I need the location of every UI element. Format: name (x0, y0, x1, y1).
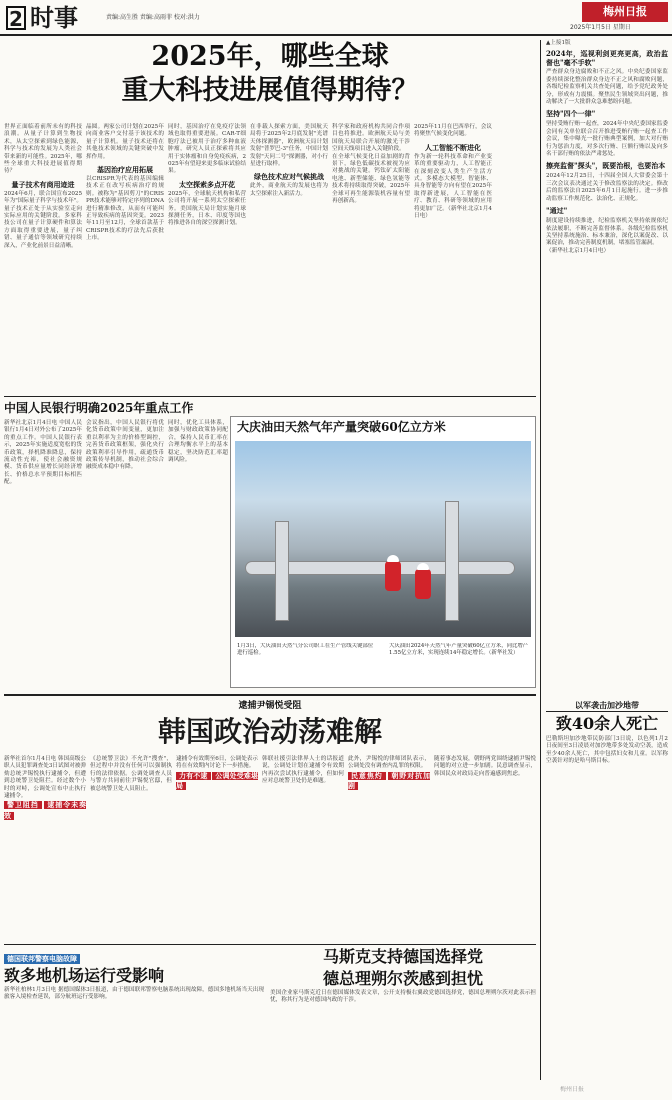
musk-title-line1: 马斯克支持德国选择党 (322, 947, 483, 966)
body-text: 2025年11月在巴西举行，会议将聚焦气候变化问题。 (414, 124, 492, 138)
gaza-article (546, 700, 668, 1080)
body-text: 韩联社援引法律界人士的话报道说，公调处计划在逮捕令有效期内再次尝试执行逮捕令，但如何应对总统警卫处仍是难题。 (262, 756, 344, 785)
pipeline-image (275, 521, 289, 621)
body-text: 科学家和政府机构共同合作项目也将推进。欧洲航天局与美国航天局联合开展的激光干涉空间天线项目进入关键阶段。 (332, 124, 410, 153)
right-subtitle-1: 2024年，巡视利剑更亮更高，政治监督也"毫不手软" (546, 49, 668, 68)
body-text: 严查群众身边腐败和不正之风。中央纪委国家监委持续深化整治群众身边不正之风和腐败问题，各级纪检监察机关共查处问题，给予党纪政务处分，形成有力震慑。聚焦民生领域突出问题，推动解决了一大批群众急难愁盼问题。 (546, 69, 668, 106)
main-article-col-2 (86, 124, 164, 394)
page-header (0, 0, 672, 36)
body-text: 美国企业家马斯克近日在德国媒体发表文章，公开支持极右翼政党德国选择党，德国总理朔尔茨对此表示担忧，称其行为是对德国内政的干涉。 (270, 990, 536, 1004)
musk-title-line2: 德总理朔尔茨感到担忧 (322, 969, 483, 988)
daqing-photo-box (230, 416, 536, 688)
body-text: 新华社首尔1月4日电 韩国高级公职人员犯罪调查处3日试图对被弹劾总统尹锡悦执行逮捕令，但遭到总统警卫处阻拦。经过数个小时的对峙，公调处宣布中止执行逮捕令。 (4, 756, 86, 800)
issue-date: 2025年1月5日 星期日 (570, 24, 631, 31)
body-text: 以CRISPR为代表的基因编辑技术正在改写疾病治疗的规则。被称为"基因剪刀"的CRISPR技术能够对特定序列的DNA进行精准修改，从而有可能纠正导致疾病的基因突变。2023年11月至12月，全球首款基于CRISPR技术的疗法先后获批上市。 (86, 176, 164, 242)
daqing-caption-right: 大庆油田2024年天然气年产量突破60亿立方米，同比增产1.55亿立方米，实现连续14年稳定增长。（新华社发） (389, 643, 529, 656)
korea-col-1 (4, 756, 86, 940)
right-subtitle-4: "通过" (546, 206, 568, 216)
main-article-col-4 (250, 124, 328, 394)
pipeline-image (445, 501, 459, 621)
section-title: 时事 (30, 4, 78, 32)
korea-col-4 (262, 756, 344, 940)
body-text: 2025年，全球航天机构和私营公司将开展一系列太空探索任务。美国航天局计划实施月球探测任务，日本、印度等国也将推进各自的深空探测计划。 (168, 190, 246, 227)
gaza-title: 致40余人死亡 (555, 714, 659, 733)
body-text: 逮捕令有效期至6日，公调处表示将在有效期内讨论下一步措施。 (176, 756, 258, 770)
page-number: 2 (6, 6, 26, 30)
body-text: 随着事态发展，朝野两党围绕逮捕尹锡悦问题的对立进一步加剧。民意调查显示，韩国民众对政局走向普遍感到焦虑。 (434, 756, 536, 777)
body-text: 在全球气候变化日益加剧的背景下，绿色低碳技术被视为应对挑战的关键。钙钛矿太阳能电池、新型储能、绿色氢能等技术将持续取得突破，2025年全球可再生能源装机容量有望再创新高。 (332, 153, 410, 205)
continued-label: ▲上接1版 (546, 40, 571, 46)
korea-col-6 (434, 756, 536, 940)
body-text: 晶圆。两家公司计划在2025年向商业客户交付基于该技术的量子计算机。量子技术还将在其他技术领域的关键突破中发挥作用。 (86, 124, 164, 160)
right-subtitle-3: 擦亮监督"探头"，既要治根，也要治本 (546, 161, 666, 171)
daqing-photo (235, 441, 531, 637)
label-inability: 力有不逮 (176, 772, 211, 780)
helmet-icon (387, 555, 399, 562)
subhead-ai: 人工智能不断进化 (425, 142, 481, 152)
korea-col-2 (90, 756, 172, 940)
subhead-quantum: 量子技术有商用迹进 (11, 179, 75, 189)
body-text: 2024年6月，联合国宣布2025年为"国际量子科学与技术年"。量子技术正处于从实验室走向实际应用的关键阶段。多家科技公司在量子计算硬件和算法方面取得重要进展，量子纠错、量子通信等领域研究持续深入，产业化前景日益清晰。 (4, 190, 82, 249)
germany-title: 致多地机场运行受影响 (4, 966, 165, 985)
body-text: 同时，优化工具体系，加强与财政政策协同配合，保持人民币汇率在合理均衡水平上的基本稳定，坚决防范汇率超调风险。 (168, 420, 228, 464)
right-column-article (546, 40, 668, 650)
body-text: 同时，基因治疗在免疫疗法领域也取得重要进展。CAR-T细胞疗法已被用于治疗多种血液肿瘤，研究人员正探索将其应用于实体瘤和自身免疫疾病，2025年有望迎来更多临床试验结果。 (168, 124, 246, 175)
musk-article (270, 946, 536, 1080)
article-sign: （新华社北京1月4日电） (546, 247, 610, 254)
main-article-col-6 (414, 124, 492, 394)
pboc-title: 中国人民银行明确2025年重点工作 (4, 401, 194, 415)
pboc-col-2 (86, 420, 164, 682)
label-warrant: 逮捕令未奏效 (4, 801, 87, 820)
germany-police-article (4, 946, 264, 1080)
label-public-anxiety: 民意焦灼 (348, 772, 386, 780)
daqing-title: 大庆油田天然气年产量突破60亿立方米 (237, 420, 446, 434)
body-text: 《总统警卫法》不允许"搜查"，但过程中并没有任何可以强制执行的法律依据。公调处调查人员与警方共同前往尹锡悦官邸，但被总统警卫处人员阻止。 (90, 756, 172, 792)
watermark: 梅州日报 (560, 1086, 585, 1093)
main-title-line1: 2025年，哪些全球 (151, 41, 389, 72)
right-subtitle-2: 坚持"四个一律" (546, 109, 596, 119)
body-text: 会议指出，中国人民银行将优化货币政策中间变量，更加注重以利率为主的价格型调控，完善货币政策框架，强化央行政策利率引导作用，疏通货币政策传导机制，推动社会综合融资成本稳中有降。 (86, 420, 164, 471)
body-text: 新华社柏林1月3日电 据德国媒体3日报道，由于德国联邦警察电脑系统出现故障，德国多地机场当天出现旅客入境检查延误，部分航班运行受影响。 (4, 987, 264, 1001)
label-guard: 警卫阻挡 (4, 801, 42, 809)
germany-kicker: 德国联邦警察电脑故障 (4, 954, 80, 964)
daqing-caption-left: 1月3日，大庆油田天然气分公司职工在生产管线关键部位进行巡检。 (237, 643, 374, 656)
korea-title: 韩国政治动荡难解 (157, 715, 382, 748)
section-rule (4, 396, 536, 397)
section-rule (4, 694, 536, 696)
body-text: 2024年12月25日，十四届全国人大常委会第十三次会议表决通过关于修改监察法的决定。修改后的监察法自2025年6月1日起施行。进一步推动监察工作规范化、法治化、正规化。 (546, 173, 668, 202)
pboc-col-3 (168, 420, 228, 682)
section-rule (4, 944, 536, 945)
body-text: 作为新一轮科技革命和产业变革的重要驱动力，人工智能正在深刻改变人类生产生活方式。多模态大模型、智能体、具身智能等方向有望在2025年取得新进展，人工智能在医疗、教育、科研等领域的应用将更加广泛。（新华社北京1月4日电） (414, 153, 492, 220)
main-article-headline (0, 40, 540, 120)
subhead-space: 太空探索多点开花 (179, 179, 235, 189)
subhead-gene: 基因治疗应用拓展 (97, 165, 153, 175)
newspaper-logo: 梅州日报 (582, 2, 668, 22)
helmet-icon (417, 563, 429, 570)
body-text: 此外，商业航天的发展也将为太空探索注入新活力。 (250, 183, 328, 197)
body-text: 巴勒斯坦加沙地带民防部门3日说，以色列1月2日夜间至3日凌晨对加沙地带多处发动空袭，造成至少40余人死亡，其中包括妇女和儿童。以军称空袭针对的是哈马斯目标。 (546, 736, 668, 765)
worker-figure (415, 569, 431, 599)
korea-col-5 (348, 756, 430, 940)
label-difficulty: 公调处受难堪局 (176, 771, 259, 791)
body-text: 制度建设持续推进，纪检监察机关坚持依规依纪依法履职，不断完善监督体系。各级纪检监察机关坚持系统施治、标本兼治，深化以案促改、以案促治，推动完善制度机制，堵塞监管漏洞。 (546, 218, 668, 247)
pboc-col-1 (4, 420, 82, 682)
main-title-line2: 重大科技进展值得期待？ (121, 75, 419, 106)
main-article-col-3 (168, 124, 246, 394)
body-text: 新华社北京1月4日电 中国人民银行1月4日对外公布了2025年的重点工作。中国人民银行表示，2025年实施适度宽松的货币政策，择机降准降息，保持流动性充裕，使社会融资规模、货币供应量增长同经济增长、价格总水平预期目标相匹配。 (4, 420, 82, 486)
subhead-green: 绿色技术应对气候挑战 (254, 172, 324, 182)
main-article-col-1 (4, 124, 82, 394)
korea-col-3 (176, 756, 258, 940)
body-text: 坚持受贿行贿一起查，2024年中央纪委国家监委会同有关单位联合召开推进受贿行贿一起查工作会议，集中曝光一批行贿典型案例，加大对行贿行为惩治力度，对多次行贿、巨额行贿以及向多名干部行贿的依法严肃惩处。 (546, 121, 668, 158)
main-intro: 世界正面临着前所未有的科技浪潮。从量子计算到生物技术，从太空探索到绿色能源，科学与技术的发展为人类社会带来新的可能性。2025年，哪些全球重大科技进展值得期待？ (4, 124, 82, 175)
column-divider (540, 40, 541, 1080)
worker-figure (385, 561, 401, 591)
label-confrontation: 朝野对抗加剧 (348, 771, 431, 791)
korea-kicker: 逮捕尹锡悦受阻 (238, 701, 302, 711)
editors-line: 责编:高生胜 责编:高雨菲 校对:洪力 (106, 14, 200, 21)
gaza-kicker: 以军袭击加沙地带 (546, 700, 668, 712)
body-text: 在非载人探索方面，美国航天局将于2025年2月底发射"光谱天体探测器"，欧洲航天局计划发射"普罗巴-3"任务，中国计划发射"天问二号"探测器，对小行星进行取样。 (250, 124, 328, 168)
main-article-col-5 (332, 124, 410, 394)
body-text: 此外，尹锡悦的律师团队表示，公调处没有调查内乱罪的权限。 (348, 756, 430, 770)
